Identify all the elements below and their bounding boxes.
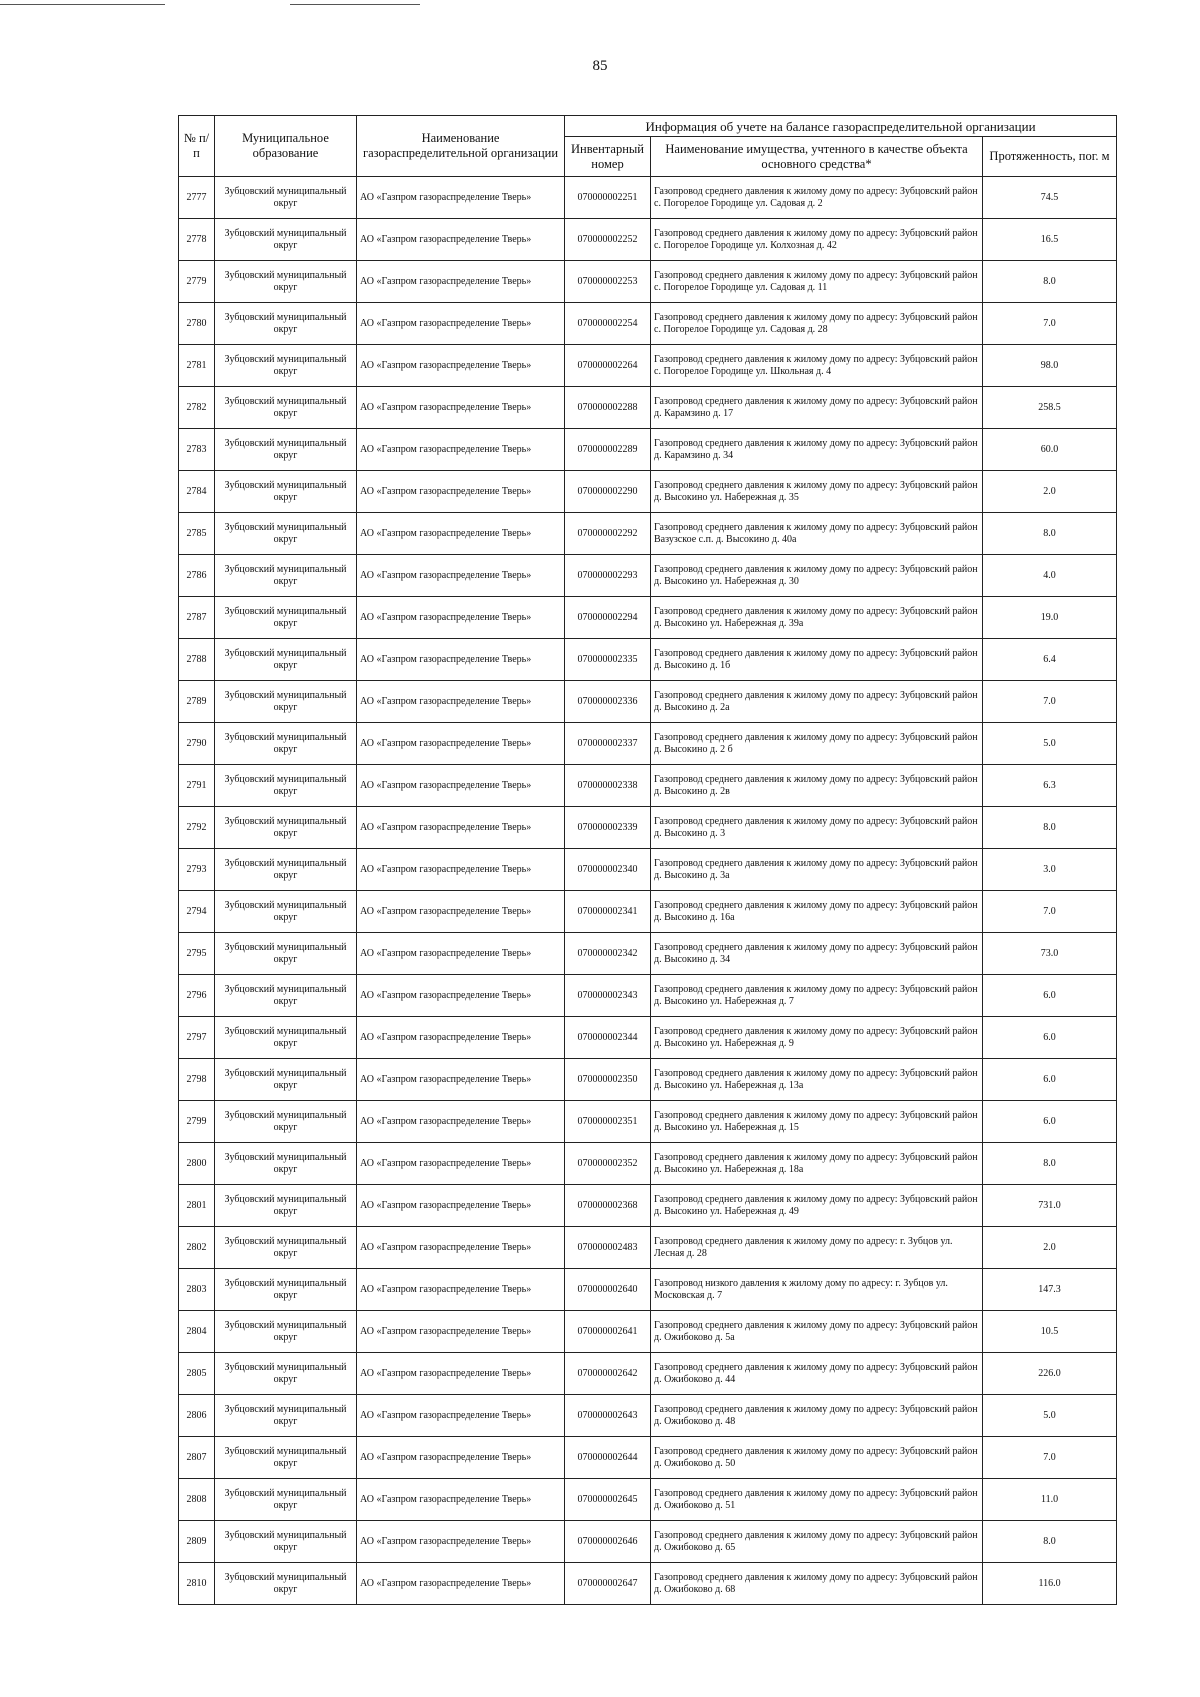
length-cell: 8.0 bbox=[983, 261, 1117, 303]
length-cell: 226.0 bbox=[983, 1353, 1117, 1395]
inventory-number-cell: 070000002344 bbox=[565, 1017, 651, 1059]
row-number: 2798 bbox=[179, 1059, 215, 1101]
length-cell: 73.0 bbox=[983, 933, 1117, 975]
table-row bbox=[179, 1059, 1117, 1101]
row-number: 2780 bbox=[179, 303, 215, 345]
header-municipality: Муниципальное образование bbox=[215, 116, 357, 177]
row-number: 2788 bbox=[179, 639, 215, 681]
table-row bbox=[179, 639, 1117, 681]
row-number: 2808 bbox=[179, 1479, 215, 1521]
inventory-number-cell: 070000002288 bbox=[565, 387, 651, 429]
municipality-cell: Зубцовский муниципальный округ bbox=[215, 513, 357, 555]
length-cell: 6.0 bbox=[983, 1101, 1117, 1143]
asset-name-cell: Газопровод среднего давления к жилому дому по адресу: Зубцовский район д. Высокино д. 1б bbox=[651, 639, 983, 681]
organization-cell: АО «Газпром газораспределение Тверь» bbox=[357, 933, 565, 975]
inventory-number-cell: 070000002254 bbox=[565, 303, 651, 345]
length-cell: 258.5 bbox=[983, 387, 1117, 429]
asset-name-cell: Газопровод среднего давления к жилому дому по адресу: Зубцовский район с. Погорелое Городище ул. Садовая д. 11 bbox=[651, 261, 983, 303]
length-cell: 8.0 bbox=[983, 1143, 1117, 1185]
row-number: 2790 bbox=[179, 723, 215, 765]
municipality-cell: Зубцовский муниципальный округ bbox=[215, 933, 357, 975]
table-row bbox=[179, 849, 1117, 891]
length-cell: 116.0 bbox=[983, 1563, 1117, 1605]
length-cell: 11.0 bbox=[983, 1479, 1117, 1521]
length-cell: 6.4 bbox=[983, 639, 1117, 681]
organization-cell: АО «Газпром газораспределение Тверь» bbox=[357, 681, 565, 723]
table-row bbox=[179, 261, 1117, 303]
row-number: 2779 bbox=[179, 261, 215, 303]
asset-name-cell: Газопровод среднего давления к жилому дому по адресу: Зубцовский район д. Ожибоково д. 44 bbox=[651, 1353, 983, 1395]
asset-name-cell: Газопровод среднего давления к жилому дому по адресу: Зубцовский район д. Высокино ул. Набережная д. 13а bbox=[651, 1059, 983, 1101]
table-row bbox=[179, 303, 1117, 345]
row-number: 2792 bbox=[179, 807, 215, 849]
inventory-number-cell: 070000002641 bbox=[565, 1311, 651, 1353]
header-asset-name: Наименование имущества, учтенного в качестве объекта основного средства* bbox=[651, 137, 983, 177]
municipality-cell: Зубцовский муниципальный округ bbox=[215, 1353, 357, 1395]
asset-name-cell: Газопровод среднего давления к жилому дому по адресу: Зубцовский район с. Погорелое Городище ул. Садовая д. 28 bbox=[651, 303, 983, 345]
asset-name-cell: Газопровод среднего давления к жилому дому по адресу: Зубцовский район с. Погорелое Городище ул. Садовая д. 2 bbox=[651, 177, 983, 219]
inventory-number-cell: 070000002251 bbox=[565, 177, 651, 219]
municipality-cell: Зубцовский муниципальный округ bbox=[215, 639, 357, 681]
municipality-cell: Зубцовский муниципальный округ bbox=[215, 765, 357, 807]
header-num: № п/п bbox=[179, 116, 215, 177]
organization-cell: АО «Газпром газораспределение Тверь» bbox=[357, 387, 565, 429]
asset-name-cell: Газопровод среднего давления к жилому дому по адресу: Зубцовский район д. Ожибоково д. 5а bbox=[651, 1311, 983, 1353]
length-cell: 16.5 bbox=[983, 219, 1117, 261]
asset-name-cell: Газопровод среднего давления к жилому дому по адресу: Зубцовский район Вазузское с.п. д. Высокино д. 40а bbox=[651, 513, 983, 555]
table-row bbox=[179, 933, 1117, 975]
municipality-cell: Зубцовский муниципальный округ bbox=[215, 387, 357, 429]
organization-cell: АО «Газпром газораспределение Тверь» bbox=[357, 1353, 565, 1395]
organization-cell: АО «Газпром газораспределение Тверь» bbox=[357, 891, 565, 933]
municipality-cell: Зубцовский муниципальный округ bbox=[215, 177, 357, 219]
table-row bbox=[179, 429, 1117, 471]
table-row bbox=[179, 723, 1117, 765]
organization-cell: АО «Газпром газораспределение Тверь» bbox=[357, 261, 565, 303]
asset-name-cell: Газопровод среднего давления к жилому дому по адресу: Зубцовский район д. Карамзино д. 34 bbox=[651, 429, 983, 471]
inventory-number-cell: 070000002252 bbox=[565, 219, 651, 261]
length-cell: 3.0 bbox=[983, 849, 1117, 891]
inventory-number-cell: 070000002264 bbox=[565, 345, 651, 387]
table-row bbox=[179, 345, 1117, 387]
inventory-number-cell: 070000002339 bbox=[565, 807, 651, 849]
asset-name-cell: Газопровод среднего давления к жилому дому по адресу: Зубцовский район с. Погорелое Городище ул. Школьная д. 4 bbox=[651, 345, 983, 387]
scan-artifact-line-left bbox=[0, 4, 165, 5]
organization-cell: АО «Газпром газораспределение Тверь» bbox=[357, 765, 565, 807]
municipality-cell: Зубцовский муниципальный округ bbox=[215, 1101, 357, 1143]
header-accounting-group: Информация об учете на балансе газораспределительной организации bbox=[565, 116, 1117, 137]
organization-cell: АО «Газпром газораспределение Тверь» bbox=[357, 177, 565, 219]
row-number: 2800 bbox=[179, 1143, 215, 1185]
inventory-number-cell: 070000002350 bbox=[565, 1059, 651, 1101]
municipality-cell: Зубцовский муниципальный округ bbox=[215, 1395, 357, 1437]
table-row bbox=[179, 765, 1117, 807]
table-row bbox=[179, 1227, 1117, 1269]
table-row bbox=[179, 1269, 1117, 1311]
row-number: 2806 bbox=[179, 1395, 215, 1437]
municipality-cell: Зубцовский муниципальный округ bbox=[215, 1017, 357, 1059]
inventory-number-cell: 070000002643 bbox=[565, 1395, 651, 1437]
table-row bbox=[179, 891, 1117, 933]
asset-name-cell: Газопровод среднего давления к жилому дому по адресу: Зубцовский район д. Ожибоково д. 65 bbox=[651, 1521, 983, 1563]
organization-cell: АО «Газпром газораспределение Тверь» bbox=[357, 1143, 565, 1185]
table-row bbox=[179, 177, 1117, 219]
asset-name-cell: Газопровод среднего давления к жилому дому по адресу: Зубцовский район д. Ожибоково д. 50 bbox=[651, 1437, 983, 1479]
length-cell: 7.0 bbox=[983, 303, 1117, 345]
inventory-number-cell: 070000002293 bbox=[565, 555, 651, 597]
row-number: 2778 bbox=[179, 219, 215, 261]
organization-cell: АО «Газпром газораспределение Тверь» bbox=[357, 303, 565, 345]
organization-cell: АО «Газпром газораспределение Тверь» bbox=[357, 723, 565, 765]
length-cell: 8.0 bbox=[983, 513, 1117, 555]
municipality-cell: Зубцовский муниципальный округ bbox=[215, 1185, 357, 1227]
inventory-number-cell: 070000002253 bbox=[565, 261, 651, 303]
municipality-cell: Зубцовский муниципальный округ bbox=[215, 1059, 357, 1101]
municipality-cell: Зубцовский муниципальный округ bbox=[215, 1227, 357, 1269]
inventory-number-cell: 070000002352 bbox=[565, 1143, 651, 1185]
asset-name-cell: Газопровод среднего давления к жилому дому по адресу: Зубцовский район д. Высокино д. 16а bbox=[651, 891, 983, 933]
row-number: 2784 bbox=[179, 471, 215, 513]
municipality-cell: Зубцовский муниципальный округ bbox=[215, 261, 357, 303]
inventory-number-cell: 070000002368 bbox=[565, 1185, 651, 1227]
asset-name-cell: Газопровод среднего давления к жилому дому по адресу: Зубцовский район с. Погорелое Городище ул. Колхозная д. 42 bbox=[651, 219, 983, 261]
row-number: 2789 bbox=[179, 681, 215, 723]
municipality-cell: Зубцовский муниципальный округ bbox=[215, 1143, 357, 1185]
table-row bbox=[179, 555, 1117, 597]
row-number: 2797 bbox=[179, 1017, 215, 1059]
length-cell: 2.0 bbox=[983, 1227, 1117, 1269]
organization-cell: АО «Газпром газораспределение Тверь» bbox=[357, 555, 565, 597]
table-row bbox=[179, 219, 1117, 261]
inventory-number-cell: 070000002341 bbox=[565, 891, 651, 933]
organization-cell: АО «Газпром газораспределение Тверь» bbox=[357, 1101, 565, 1143]
asset-name-cell: Газопровод среднего давления к жилому дому по адресу: Зубцовский район д. Высокино д. 3 bbox=[651, 807, 983, 849]
row-number: 2786 bbox=[179, 555, 215, 597]
table-row bbox=[179, 387, 1117, 429]
municipality-cell: Зубцовский муниципальный округ bbox=[215, 849, 357, 891]
inventory-number-cell: 070000002343 bbox=[565, 975, 651, 1017]
inventory-number-cell: 070000002290 bbox=[565, 471, 651, 513]
inventory-number-cell: 070000002644 bbox=[565, 1437, 651, 1479]
municipality-cell: Зубцовский муниципальный округ bbox=[215, 219, 357, 261]
table-row bbox=[179, 1353, 1117, 1395]
inventory-number-cell: 070000002642 bbox=[565, 1353, 651, 1395]
organization-cell: АО «Газпром газораспределение Тверь» bbox=[357, 429, 565, 471]
organization-cell: АО «Газпром газораспределение Тверь» bbox=[357, 975, 565, 1017]
organization-cell: АО «Газпром газораспределение Тверь» bbox=[357, 1269, 565, 1311]
asset-name-cell: Газопровод среднего давления к жилому дому по адресу: Зубцовский район д. Высокино д. 34 bbox=[651, 933, 983, 975]
row-number: 2799 bbox=[179, 1101, 215, 1143]
length-cell: 6.0 bbox=[983, 975, 1117, 1017]
table-row bbox=[179, 1563, 1117, 1605]
asset-name-cell: Газопровод низкого давления к жилому дому по адресу: г. Зубцов ул. Московская д. 7 bbox=[651, 1269, 983, 1311]
row-number: 2807 bbox=[179, 1437, 215, 1479]
asset-name-cell: Газопровод среднего давления к жилому дому по адресу: Зубцовский район д. Высокино ул. Набережная д. 30 bbox=[651, 555, 983, 597]
organization-cell: АО «Газпром газораспределение Тверь» bbox=[357, 1521, 565, 1563]
length-cell: 4.0 bbox=[983, 555, 1117, 597]
row-number: 2802 bbox=[179, 1227, 215, 1269]
table-row bbox=[179, 1437, 1117, 1479]
asset-name-cell: Газопровод среднего давления к жилому дому по адресу: Зубцовский район д. Ожибоково д. 48 bbox=[651, 1395, 983, 1437]
length-cell: 7.0 bbox=[983, 1437, 1117, 1479]
inventory-number-cell: 070000002351 bbox=[565, 1101, 651, 1143]
table-row bbox=[179, 1017, 1117, 1059]
asset-name-cell: Газопровод среднего давления к жилому дому по адресу: Зубцовский район д. Высокино д. 2 б bbox=[651, 723, 983, 765]
organization-cell: АО «Газпром газораспределение Тверь» bbox=[357, 219, 565, 261]
length-cell: 7.0 bbox=[983, 681, 1117, 723]
inventory-number-cell: 070000002647 bbox=[565, 1563, 651, 1605]
inventory-number-cell: 070000002336 bbox=[565, 681, 651, 723]
table-body bbox=[179, 177, 1117, 1605]
municipality-cell: Зубцовский муниципальный округ bbox=[215, 1479, 357, 1521]
length-cell: 74.5 bbox=[983, 177, 1117, 219]
table-row bbox=[179, 1479, 1117, 1521]
organization-cell: АО «Газпром газораспределение Тверь» bbox=[357, 1311, 565, 1353]
row-number: 2787 bbox=[179, 597, 215, 639]
length-cell: 6.0 bbox=[983, 1059, 1117, 1101]
municipality-cell: Зубцовский муниципальный округ bbox=[215, 555, 357, 597]
page-number: 85 bbox=[592, 58, 608, 74]
inventory-number-cell: 070000002483 bbox=[565, 1227, 651, 1269]
length-cell: 5.0 bbox=[983, 1395, 1117, 1437]
municipality-cell: Зубцовский муниципальный округ bbox=[215, 681, 357, 723]
municipality-cell: Зубцовский муниципальный округ bbox=[215, 471, 357, 513]
row-number: 2796 bbox=[179, 975, 215, 1017]
length-cell: 147.3 bbox=[983, 1269, 1117, 1311]
organization-cell: АО «Газпром газораспределение Тверь» bbox=[357, 513, 565, 555]
organization-cell: АО «Газпром газораспределение Тверь» bbox=[357, 597, 565, 639]
municipality-cell: Зубцовский муниципальный округ bbox=[215, 1521, 357, 1563]
table-header-row-top bbox=[179, 116, 1117, 137]
length-cell: 10.5 bbox=[983, 1311, 1117, 1353]
length-cell: 5.0 bbox=[983, 723, 1117, 765]
table-row bbox=[179, 597, 1117, 639]
municipality-cell: Зубцовский муниципальный округ bbox=[215, 1437, 357, 1479]
row-number: 2801 bbox=[179, 1185, 215, 1227]
asset-table bbox=[178, 115, 1117, 1605]
row-number: 2785 bbox=[179, 513, 215, 555]
asset-name-cell: Газопровод среднего давления к жилому дому по адресу: Зубцовский район д. Высокино д. 3а bbox=[651, 849, 983, 891]
row-number: 2804 bbox=[179, 1311, 215, 1353]
table-row bbox=[179, 1311, 1117, 1353]
inventory-number-cell: 070000002646 bbox=[565, 1521, 651, 1563]
organization-cell: АО «Газпром газораспределение Тверь» bbox=[357, 1395, 565, 1437]
row-number: 2810 bbox=[179, 1563, 215, 1605]
asset-name-cell: Газопровод среднего давления к жилому дому по адресу: Зубцовский район д. Высокино д. 2в bbox=[651, 765, 983, 807]
table-row bbox=[179, 807, 1117, 849]
length-cell: 8.0 bbox=[983, 1521, 1117, 1563]
table-row bbox=[179, 1143, 1117, 1185]
municipality-cell: Зубцовский муниципальный округ bbox=[215, 429, 357, 471]
municipality-cell: Зубцовский муниципальный округ bbox=[215, 723, 357, 765]
table-row bbox=[179, 1101, 1117, 1143]
municipality-cell: Зубцовский муниципальный округ bbox=[215, 303, 357, 345]
asset-name-cell: Газопровод среднего давления к жилому дому по адресу: Зубцовский район д. Ожибоково д. 51 bbox=[651, 1479, 983, 1521]
municipality-cell: Зубцовский муниципальный округ bbox=[215, 1563, 357, 1605]
asset-name-cell: Газопровод среднего давления к жилому дому по адресу: Зубцовский район д. Высокино ул. Набережная д. 39а bbox=[651, 597, 983, 639]
row-number: 2794 bbox=[179, 891, 215, 933]
organization-cell: АО «Газпром газораспределение Тверь» bbox=[357, 471, 565, 513]
organization-cell: АО «Газпром газораспределение Тверь» bbox=[357, 639, 565, 681]
inventory-number-cell: 070000002289 bbox=[565, 429, 651, 471]
row-number: 2793 bbox=[179, 849, 215, 891]
length-cell: 6.0 bbox=[983, 1017, 1117, 1059]
organization-cell: АО «Газпром газораспределение Тверь» bbox=[357, 1059, 565, 1101]
asset-name-cell: Газопровод среднего давления к жилому дому по адресу: Зубцовский район д. Высокино ул. Набережная д. 35 bbox=[651, 471, 983, 513]
organization-cell: АО «Газпром газораспределение Тверь» bbox=[357, 1437, 565, 1479]
organization-cell: АО «Газпром газораспределение Тверь» bbox=[357, 849, 565, 891]
table-row bbox=[179, 1185, 1117, 1227]
municipality-cell: Зубцовский муниципальный округ bbox=[215, 975, 357, 1017]
organization-cell: АО «Газпром газораспределение Тверь» bbox=[357, 1563, 565, 1605]
inventory-number-cell: 070000002294 bbox=[565, 597, 651, 639]
row-number: 2795 bbox=[179, 933, 215, 975]
municipality-cell: Зубцовский муниципальный округ bbox=[215, 807, 357, 849]
asset-name-cell: Газопровод среднего давления к жилому дому по адресу: Зубцовский район д. Высокино ул. Набережная д. 18а bbox=[651, 1143, 983, 1185]
asset-name-cell: Газопровод среднего давления к жилому дому по адресу: Зубцовский район д. Высокино ул. Набережная д. 15 bbox=[651, 1101, 983, 1143]
row-number: 2782 bbox=[179, 387, 215, 429]
table-row bbox=[179, 1521, 1117, 1563]
row-number: 2783 bbox=[179, 429, 215, 471]
asset-name-cell: Газопровод среднего давления к жилому дому по адресу: Зубцовский район д. Ожибоково д. 68 bbox=[651, 1563, 983, 1605]
inventory-number-cell: 070000002645 bbox=[565, 1479, 651, 1521]
asset-name-cell: Газопровод среднего давления к жилому дому по адресу: Зубцовский район д. Высокино ул. Набережная д. 9 bbox=[651, 1017, 983, 1059]
row-number: 2777 bbox=[179, 177, 215, 219]
inventory-number-cell: 070000002335 bbox=[565, 639, 651, 681]
inventory-number-cell: 070000002338 bbox=[565, 765, 651, 807]
organization-cell: АО «Газпром газораспределение Тверь» bbox=[357, 1227, 565, 1269]
header-organization: Наименование газораспределительной организации bbox=[357, 116, 565, 177]
row-number: 2781 bbox=[179, 345, 215, 387]
municipality-cell: Зубцовский муниципальный округ bbox=[215, 1311, 357, 1353]
table-row bbox=[179, 681, 1117, 723]
municipality-cell: Зубцовский муниципальный округ bbox=[215, 891, 357, 933]
length-cell: 98.0 bbox=[983, 345, 1117, 387]
row-number: 2809 bbox=[179, 1521, 215, 1563]
length-cell: 19.0 bbox=[983, 597, 1117, 639]
asset-name-cell: Газопровод среднего давления к жилому дому по адресу: Зубцовский район д. Высокино ул. Набережная д. 7 bbox=[651, 975, 983, 1017]
length-cell: 8.0 bbox=[983, 807, 1117, 849]
scan-artifact-line-right bbox=[290, 4, 420, 5]
organization-cell: АО «Газпром газораспределение Тверь» bbox=[357, 345, 565, 387]
table-row bbox=[179, 471, 1117, 513]
municipality-cell: Зубцовский муниципальный округ bbox=[215, 597, 357, 639]
length-cell: 2.0 bbox=[983, 471, 1117, 513]
asset-name-cell: Газопровод среднего давления к жилому дому по адресу: Зубцовский район д. Высокино д. 2а bbox=[651, 681, 983, 723]
row-number: 2791 bbox=[179, 765, 215, 807]
organization-cell: АО «Газпром газораспределение Тверь» bbox=[357, 807, 565, 849]
municipality-cell: Зубцовский муниципальный округ bbox=[215, 1269, 357, 1311]
organization-cell: АО «Газпром газораспределение Тверь» bbox=[357, 1185, 565, 1227]
inventory-number-cell: 070000002640 bbox=[565, 1269, 651, 1311]
length-cell: 6.3 bbox=[983, 765, 1117, 807]
header-length: Протяженность, пог. м bbox=[983, 137, 1117, 177]
inventory-number-cell: 070000002292 bbox=[565, 513, 651, 555]
length-cell: 731.0 bbox=[983, 1185, 1117, 1227]
inventory-number-cell: 070000002342 bbox=[565, 933, 651, 975]
table-row bbox=[179, 1395, 1117, 1437]
length-cell: 60.0 bbox=[983, 429, 1117, 471]
table-row bbox=[179, 513, 1117, 555]
length-cell: 7.0 bbox=[983, 891, 1117, 933]
inventory-number-cell: 070000002337 bbox=[565, 723, 651, 765]
table-row bbox=[179, 975, 1117, 1017]
municipality-cell: Зубцовский муниципальный округ bbox=[215, 345, 357, 387]
asset-name-cell: Газопровод среднего давления к жилому дому по адресу: Зубцовский район д. Карамзино д. 17 bbox=[651, 387, 983, 429]
header-inventory: Инвентарный номер bbox=[565, 137, 651, 177]
row-number: 2805 bbox=[179, 1353, 215, 1395]
row-number: 2803 bbox=[179, 1269, 215, 1311]
inventory-number-cell: 070000002340 bbox=[565, 849, 651, 891]
organization-cell: АО «Газпром газораспределение Тверь» bbox=[357, 1479, 565, 1521]
organization-cell: АО «Газпром газораспределение Тверь» bbox=[357, 1017, 565, 1059]
asset-name-cell: Газопровод среднего давления к жилому дому по адресу: Зубцовский район д. Высокино ул. Набережная д. 49 bbox=[651, 1185, 983, 1227]
asset-name-cell: Газопровод среднего давления к жилому дому по адресу: г. Зубцов ул. Лесная д. 28 bbox=[651, 1227, 983, 1269]
